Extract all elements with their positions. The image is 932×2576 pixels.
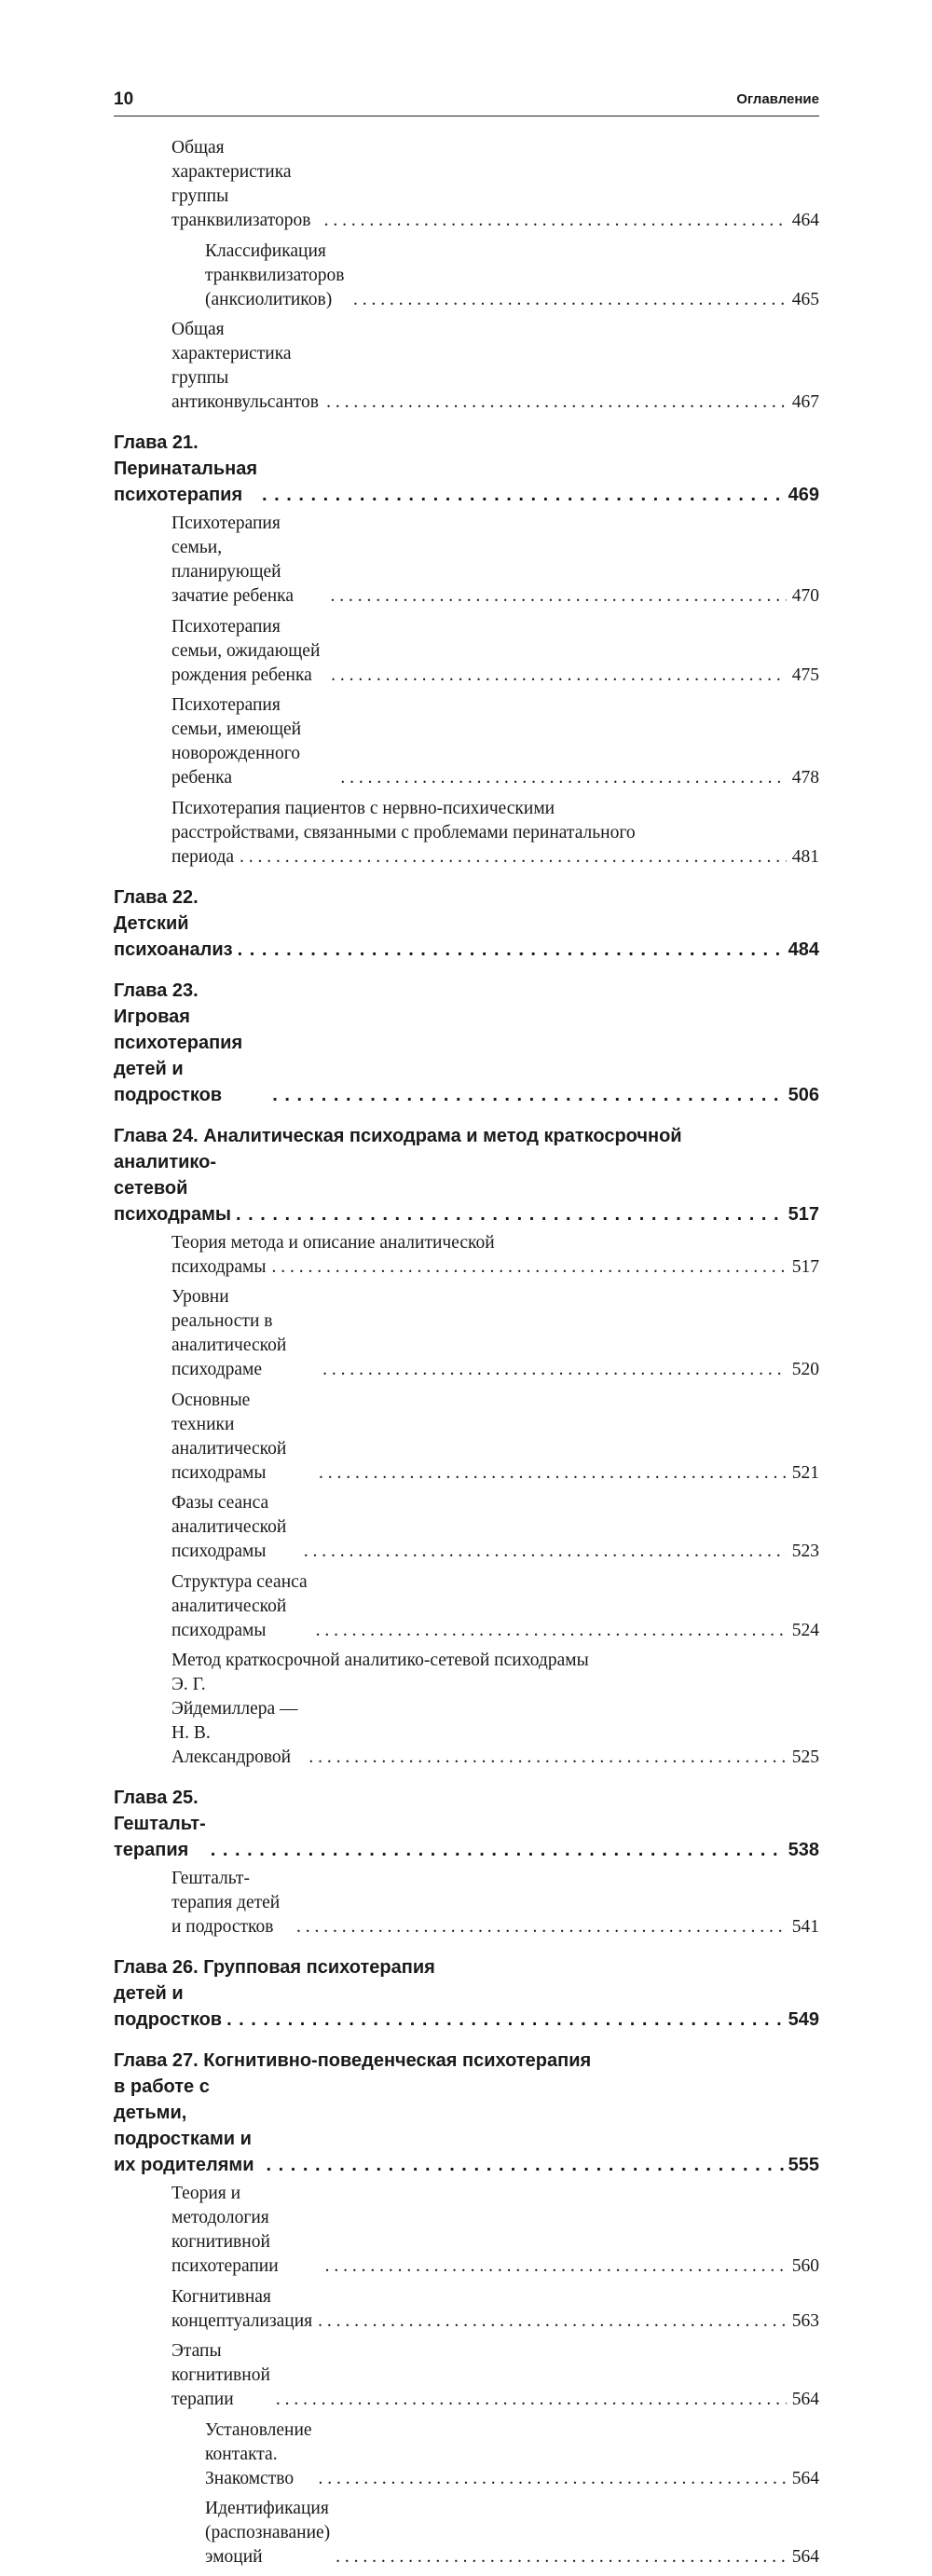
toc-entry-title: периода — [171, 846, 235, 867]
toc-chapter-25[interactable] — [114, 1785, 819, 1863]
dot-leader — [272, 1255, 787, 1280]
toc-entry[interactable] — [114, 615, 819, 688]
toc-entry-page: 524 — [791, 1620, 819, 1640]
chapter-title-line: Глава 26. Групповая психотерапия — [114, 1957, 435, 1978]
chapter-title: аналитико-сетевой психодрамы — [114, 1151, 231, 1225]
dot-leader — [353, 288, 787, 312]
toc-entry-title-line: Психотерапия пациентов с нервно-психическими — [171, 798, 555, 818]
toc-chapter-24-title-line[interactable] — [114, 1123, 819, 1149]
toc-entry[interactable] — [114, 2285, 819, 2334]
chapter-title-line: Глава 24. Аналитическая психодрама и метод краткосрочной — [114, 1125, 682, 1146]
toc-entry-title: Фазы сеанса аналитической психодрамы — [171, 1493, 287, 1561]
toc-entry-multiline-last[interactable] — [114, 845, 819, 870]
toc-entry-page: 523 — [791, 1541, 819, 1561]
toc-entry-title: психодрамы — [171, 1256, 267, 1277]
toc-entry-page: 470 — [791, 586, 819, 606]
toc-chapter-26-title-line[interactable] — [114, 1954, 819, 1980]
page-number: 10 — [114, 89, 134, 109]
toc-chapter-23[interactable] — [114, 978, 819, 1108]
toc-entry-page: 541 — [791, 1917, 819, 1937]
toc-entry-page: 478 — [791, 768, 819, 788]
chapter-title-line: Глава 27. Когнитивно-поведенческая психотерапия — [114, 2050, 592, 2071]
toc-entry-page: 563 — [791, 2310, 819, 2331]
toc-chapter-22[interactable] — [114, 884, 819, 963]
toc-entry-title: Психотерапия семьи, ожидающей рождения ребенка — [171, 616, 321, 685]
toc-entry-title: Общая характеристика группы транквилизаторов — [171, 138, 311, 230]
toc-entry-title: Психотерапия семьи, планирующей зачатие ребенка — [171, 514, 295, 606]
toc-entry-page: 475 — [791, 665, 819, 685]
toc-chapter-21[interactable] — [114, 430, 819, 508]
toc-entry-page: 564 — [791, 2547, 819, 2567]
dot-leader — [318, 2309, 787, 2334]
toc-entry-title: Общая характеристика группы антиконвульсантов — [171, 320, 319, 412]
chapter-page: 555 — [788, 2155, 819, 2175]
toc-chapter-27[interactable] — [114, 2074, 819, 2178]
toc-entry-page: 564 — [791, 2468, 819, 2488]
running-title: Оглавление — [736, 91, 819, 107]
toc-entry[interactable] — [114, 1389, 819, 1486]
toc-entry[interactable] — [114, 1867, 819, 1939]
dot-leader — [304, 1540, 787, 1564]
dot-leader — [324, 209, 787, 233]
toc-entry-title: Этапы когнитивной терапии — [171, 2341, 270, 2409]
toc-entry-page: 564 — [791, 2390, 819, 2409]
toc-entry-multiline[interactable] — [114, 797, 819, 845]
toc-entry-page: 525 — [791, 1747, 819, 1767]
toc-entry[interactable] — [114, 512, 819, 609]
toc-entry-title: Психотерапия семьи, имеющей новорожденного ребенка — [171, 695, 302, 788]
dot-leader — [262, 482, 784, 508]
dot-leader — [296, 1915, 787, 1939]
toc-chapter-24[interactable] — [114, 1149, 819, 1227]
chapter-page: 549 — [788, 2009, 819, 2030]
page-header — [114, 89, 819, 116]
toc-chapter-26[interactable] — [114, 1980, 819, 2033]
toc-entry-page: 520 — [791, 1360, 819, 1379]
toc-entry-title: Основные техники аналитической психодрамы — [171, 1390, 287, 1483]
toc-entry[interactable] — [114, 2497, 819, 2569]
toc-entry-title: Э. Г. Эйдемиллера — Н. В. Александровой — [171, 1675, 298, 1767]
toc-entry-multiline[interactable] — [114, 1231, 819, 1255]
toc-entry-page: 467 — [791, 392, 819, 412]
dot-leader — [318, 2467, 786, 2491]
toc-entry-page: 517 — [791, 1256, 819, 1277]
dot-leader — [326, 391, 787, 415]
toc-entry-page: 521 — [791, 1462, 819, 1483]
dot-leader — [276, 2388, 787, 2412]
chapter-title: детей и подростков — [114, 1983, 223, 2030]
toc-entry[interactable] — [114, 318, 819, 415]
toc-entry[interactable] — [114, 136, 819, 233]
dot-leader — [236, 1201, 784, 1227]
toc-entry-title: Теория и методология когнитивной психотерапии — [171, 2184, 279, 2276]
toc-entry-title-line: расстройствами, связанными с проблемами перинатального — [171, 822, 636, 843]
toc-entry-title: Уровни реальности в аналитической психодраме — [171, 1287, 287, 1379]
dot-leader — [330, 584, 786, 609]
chapter-title: Глава 25. Гештальт-терапия — [114, 1788, 206, 1860]
dot-leader — [331, 664, 787, 688]
dot-leader — [316, 1619, 787, 1643]
toc-entry-title-line: Метод краткосрочной аналитико-сетевой психодрамы — [171, 1651, 589, 1670]
dot-leader — [319, 1461, 787, 1486]
toc-entry[interactable] — [114, 1285, 819, 1382]
dot-leader — [325, 2254, 787, 2279]
dot-leader — [336, 2545, 787, 2569]
toc-entry[interactable] — [114, 1570, 819, 1643]
chapter-title: Глава 21. Перинатальная психотерапия — [114, 432, 258, 505]
chapter-page: 484 — [788, 939, 819, 960]
toc-entry[interactable] — [114, 2182, 819, 2279]
dot-leader — [240, 845, 787, 870]
dot-leader — [267, 2152, 784, 2178]
toc-entry-title-line: Теория метода и описание аналитической — [171, 1232, 495, 1253]
toc-entry-title: Гештальт-терапия детей и подростков — [171, 1869, 281, 1937]
chapter-page: 517 — [788, 1203, 819, 1225]
toc-entry-title: Идентификация (распознавание) эмоций — [205, 2499, 331, 2567]
toc-entry-page: 560 — [791, 2256, 819, 2276]
chapter-title: в работе с детьми, подростками и их родителями — [114, 2076, 254, 2175]
toc-entry[interactable] — [114, 2339, 819, 2412]
dot-leader — [238, 937, 784, 963]
dot-leader — [340, 766, 786, 790]
toc-entry-multiline-last[interactable] — [114, 1255, 819, 1280]
chapter-title: Глава 23. Игровая психотерапия детей и подростков — [114, 980, 243, 1105]
toc-entry[interactable] — [114, 240, 819, 312]
toc-entry-multiline-last[interactable] — [114, 1673, 819, 1770]
toc-entry-page: 481 — [791, 846, 819, 867]
toc-entry[interactable] — [114, 2418, 819, 2491]
dot-leader — [322, 1358, 787, 1382]
dot-leader — [308, 1746, 786, 1770]
toc-entry-page: 465 — [791, 289, 819, 309]
toc-chapter-27-title-line[interactable] — [114, 2048, 819, 2074]
toc-entry-page: 464 — [791, 211, 819, 230]
toc-entry-title: Классификация транквилизаторов (анксиолитиков) — [205, 240, 345, 309]
toc-entry-title: Когнитивная концептуализация — [171, 2286, 313, 2331]
chapter-page: 506 — [788, 1084, 819, 1105]
toc-entry[interactable] — [114, 693, 819, 790]
toc-entry-title: Структура сеанса аналитической психодрамы — [171, 1571, 308, 1640]
table-of-contents — [114, 136, 819, 2576]
toc-entry-multiline[interactable] — [114, 1649, 819, 1673]
dot-leader — [211, 1837, 784, 1863]
dot-leader — [272, 1082, 783, 1108]
chapter-page: 469 — [788, 485, 819, 505]
toc-entry-title: Установление контакта. Знакомство — [205, 2419, 312, 2488]
toc-entry[interactable] — [114, 1491, 819, 1564]
dot-leader — [226, 2007, 784, 2033]
chapter-title: Глава 22. Детский психоанализ — [114, 886, 233, 960]
chapter-page: 538 — [788, 1840, 819, 1860]
